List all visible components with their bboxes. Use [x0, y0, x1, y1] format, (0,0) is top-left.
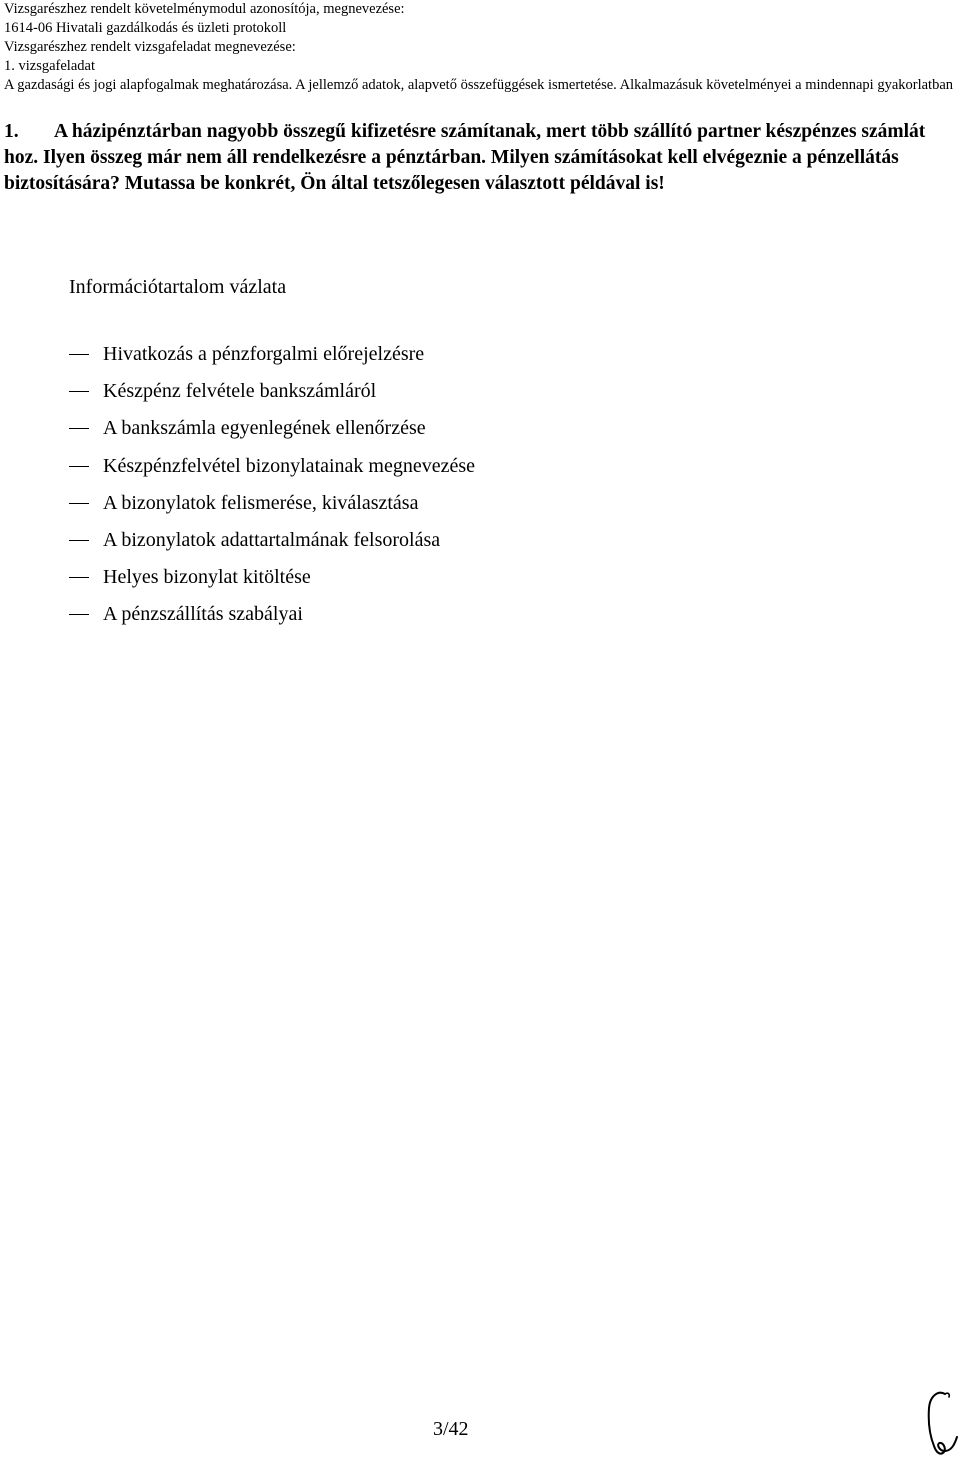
dash-bullet-icon [69, 428, 89, 429]
list-item [69, 559, 475, 596]
header-task-label: Vizsgarészhez rendelt vizsgafeladat megnevezése: [4, 39, 296, 55]
dash-bullet-icon [69, 503, 89, 504]
signature-icon [918, 1386, 960, 1463]
list-item [69, 448, 475, 485]
header-module-label: Vizsgarészhez rendelt követelménymodul azonosítója, megnevezése: [4, 1, 405, 17]
list-item [69, 485, 475, 522]
list-item-text: Helyes bizonylat kitöltése [103, 566, 311, 589]
list-item [69, 596, 475, 633]
dash-bullet-icon [69, 577, 89, 578]
task-question [4, 119, 934, 197]
dash-bullet-icon [69, 540, 89, 541]
header-module-name: 1614-06 Hivatali gazdálkodás és üzleti protokoll [4, 20, 287, 36]
outline-title: Információtartalom vázlata [69, 276, 287, 298]
list-item-text: Készpénzfelvétel bizonylatainak megnevezése [103, 454, 476, 477]
list-item-text: Készpénz felvétele bankszámláról [103, 380, 377, 403]
task-text: A házipénztárban nagyobb összegű kifizetésre számítanak, mert több szállító partner készpénzes számlát hoz. Ilyen összeg már nem áll rendelkezésre a pénztárban. Milyen számításokat kell elvégeznie a pénzellátás biztosítására? Mutassa be konkrét, Ön által tetszőlegesen választott példával is! [4, 121, 926, 194]
outline-list [69, 336, 475, 634]
task-number: 1. [4, 121, 19, 142]
page-number: 3/42 [433, 1418, 469, 1440]
list-item [69, 336, 475, 373]
list-item [69, 522, 475, 559]
list-item-text: Hivatkozás a pénzforgalmi előrejelzésre [103, 343, 425, 366]
page-header [4, 0, 954, 95]
dash-bullet-icon [69, 354, 89, 355]
list-item-text: A bizonylatok adattartalmának felsorolása [103, 529, 441, 552]
list-item [69, 410, 475, 447]
dash-bullet-icon [69, 614, 89, 615]
list-item-text: A bizonylatok felismerése, kiválasztása [103, 491, 419, 514]
header-task-description: A gazdasági és jogi alapfogalmak meghatározása. A jellemző adatok, alapvető összefüggések ismertetése. Alkalmazásuk követelményei a mindennapi gyakorlatban [4, 77, 954, 93]
dash-bullet-icon [69, 391, 89, 392]
list-item-text: A pénzszállítás szabályai [103, 603, 303, 626]
list-item [69, 373, 475, 410]
list-item-text: A bankszámla egyenlegének ellenőrzése [103, 417, 426, 440]
dash-bullet-icon [69, 466, 89, 467]
header-task-name: 1. vizsgafeladat [4, 58, 95, 74]
